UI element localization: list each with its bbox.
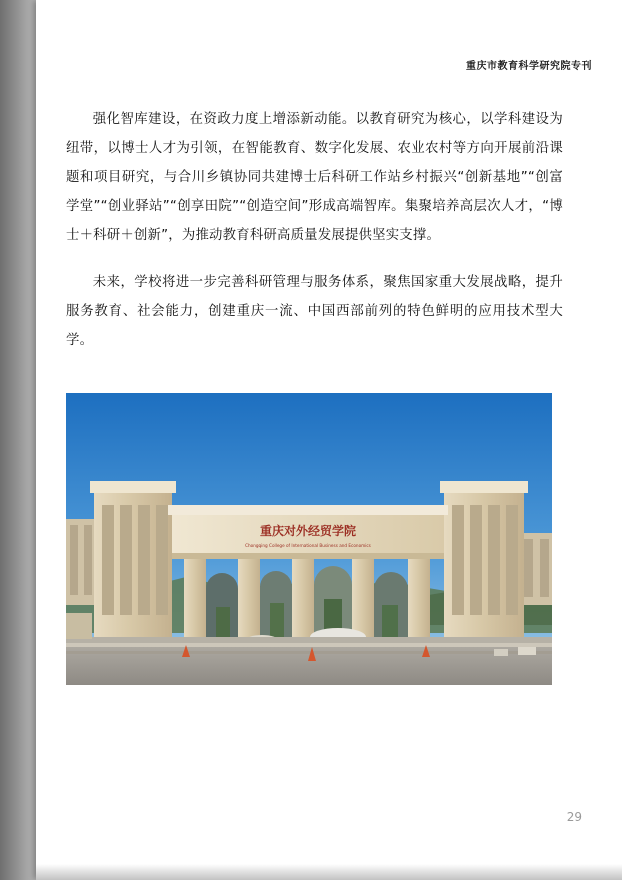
page-content-area	[36, 0, 622, 880]
paragraph-2: 未来，学校将进一步完善科研管理与服务体系，聚焦国家重大发展战略，提升服务教育、社会能力，创建重庆一流、中国西部前列的特色鲜明的应用技术型大学。	[66, 275, 563, 348]
document-page	[36, 0, 622, 880]
campus-gate-photo	[66, 393, 552, 685]
body-text	[66, 105, 563, 373]
page-header-title: 重庆市教育科学研究院专刊	[466, 61, 592, 72]
svg-text:Chongqing College of Internati: Chongqing College of International Business and Economics	[245, 543, 371, 548]
book-spine-shadow	[0, 0, 36, 880]
svg-text:重庆对外经贸学院: 重庆对外经贸学院	[259, 524, 357, 538]
campus-gate-illustration	[66, 393, 552, 685]
paragraph-1: 强化智库建设，在资政力度上增添新动能。以教育研究为核心，以学科建设为纽带，以博士人才为引领，在智能教育、数字化发展、农业农村等方向开展前沿课题和项目研究，与合川乡镇协同共建博士后科研工作站乡村振兴“创新基地”“创富学堂”“创业驿站”“创享田院”“创造空间”形成高端智库。集聚培养高层次人才，“博士＋科研＋创新”，为推动教育科研高质量发展提供坚实支撑。	[66, 112, 563, 243]
page-number: 29	[566, 810, 582, 824]
